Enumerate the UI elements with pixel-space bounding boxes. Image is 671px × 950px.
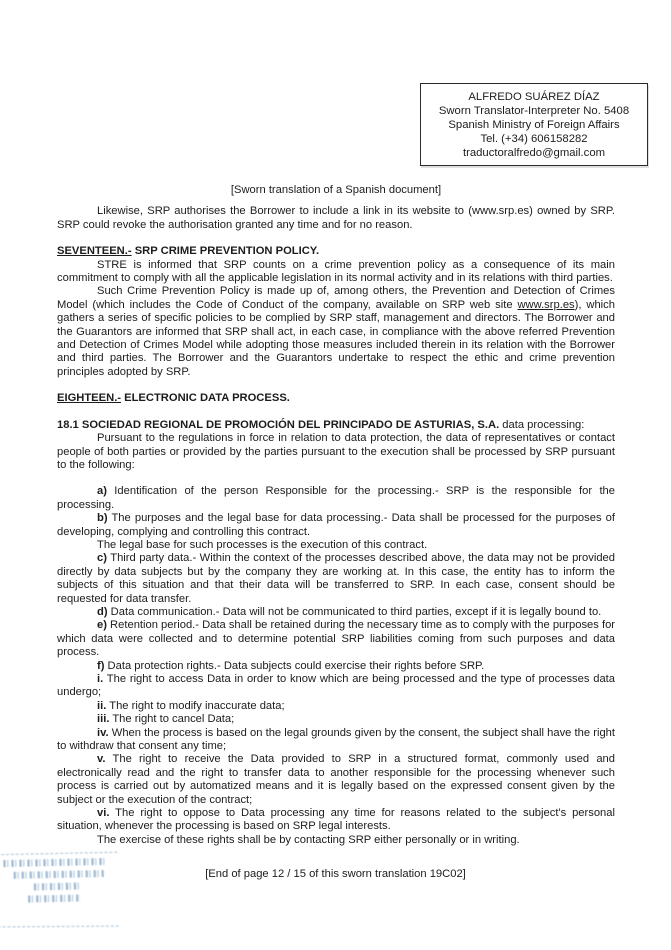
- text-segment: The purposes and the legal base for data processing.- Data shall be processed for the purposes of developing, complying and controlling this contract.: [57, 512, 615, 538]
- item-d-data-communication: [57, 606, 615, 619]
- text-segment: ), which gathers a series of specific policies to be complied by SRP staff, management and directors. The Borrower and the Guarantors are informed that SRP shall act, in each case, in compliance with the above referred Prevention and Detection of Crimes Model while adopting those measures included therein in its relation with the Borrower and third parties. The Borrower and the Guarantors undertake to respect the ethic and crime prevention principles adopted by SRP.: [57, 298, 615, 378]
- text-segment: Data communication.- Data will not be communicated to third parties, except if it is legally bound to.: [107, 605, 602, 618]
- text-segment: Retention period.- Data shall be retained during the necessary time as to comply with the purposes for which data were collected and to determine potential SRP liabilities coming from such purposes and data process.: [57, 619, 616, 659]
- text-segment: data processing:: [499, 418, 585, 431]
- text-segment: The right to access Data in order to know which are being processed and the type of processes data undergo;: [57, 673, 615, 699]
- text-segment: v.: [97, 753, 106, 766]
- text-segment: www.srp.es: [517, 298, 575, 311]
- translator-name: ALFREDO SUÁREZ DÍAZ: [468, 91, 600, 103]
- text-segment: Identification of the person Responsible for the processing.- SRP is the responsible for the processing.: [57, 485, 615, 511]
- text-segment: The right to receive the Data provided to SRP in a structured format, commonly used and electronically read and the right to transfer data to another responsible for the processing whenever such process is carried out by automatized means and it is legally based on the expressed consent given by the subject or the execution of the contract;: [57, 753, 615, 806]
- section-heading-seventeen: [57, 245, 615, 258]
- text-segment: 18.1 SOCIEDAD REGIONAL DE PROMOCIÓN DEL PRINCIPADO DE ASTURIAS, S.A.: [57, 418, 500, 431]
- translator-email: traductoralfredo@gmail.com: [462, 147, 606, 159]
- document-text: [57, 205, 615, 847]
- text-segment: Such Crime Prevention Policy is made up of, among others, the Prevention and Detection of Crimes Model (which includes the Code of Conduct of the company, available on SRP web site: [57, 285, 615, 311]
- text-segment: a): [97, 485, 107, 498]
- stamp-text-line: [34, 882, 80, 890]
- stamp-text-line: [28, 894, 80, 902]
- item-vi-right-oppose: [57, 807, 615, 834]
- paragraph-stre-informed: [57, 259, 615, 286]
- item-ii-right-modify: [57, 700, 615, 713]
- document-subtitle: [Sworn translation of a Spanish document]: [230, 184, 442, 196]
- item-b-purposes: [57, 512, 615, 539]
- text-segment: Pursuant to the regulations in force in relation to data protection, the data of representatives or contact people of both parties or provided by the parties pursuant to the execution shall be processed by SRP pursuant to the following:: [57, 432, 615, 471]
- text-segment: iv.: [97, 726, 109, 739]
- translator-credentials-box: [420, 83, 648, 166]
- text-segment: f): [97, 659, 105, 672]
- item-i-right-access: [57, 673, 615, 700]
- text-segment: Data protection rights.- Data subjects could exercise their rights before SRP.: [104, 659, 485, 672]
- section-heading-eighteen: [57, 392, 615, 405]
- text-segment: When the process is based on the legal grounds given by the consent, the subject shall have the right to withdraw that consent any time;: [57, 726, 615, 753]
- clause-18-1-heading: [57, 419, 615, 432]
- item-iii-right-cancel: [57, 713, 615, 726]
- text-segment: i.: [97, 673, 104, 685]
- text-segment: b): [97, 512, 108, 525]
- translator-title: Sworn Translator-Interpreter No. 5408: [438, 105, 630, 117]
- translator-phone: Tel. (+34) 606158282: [480, 133, 588, 145]
- text-segment: iii.: [97, 713, 110, 726]
- text-segment: The legal base for such processes is the execution of this contract.: [97, 538, 428, 551]
- text-segment: SRP CRIME PREVENTION POLICY.: [131, 245, 320, 258]
- paragraph-exercise-of-rights: [57, 834, 615, 847]
- text-segment: STRE is informed that SRP counts on a crime prevention policy as a consequence of its main commitment to comply with all the applicable legislation in its normal activity and in its relations with third parties.: [57, 258, 615, 285]
- item-c-third-party-data: [57, 552, 615, 606]
- item-f-data-protection-rights: [57, 660, 615, 673]
- stamp-text-line: [14, 870, 104, 879]
- paragraph-crime-prevention-policy: [57, 285, 615, 379]
- text-segment: The right to modify inaccurate data;: [106, 699, 285, 712]
- text-segment: ELECTRONIC DATA PROCESS.: [121, 392, 290, 405]
- text-segment: d): [97, 605, 108, 618]
- text-segment: EIGHTEEN.-: [57, 392, 122, 405]
- item-v-right-receive-data: [57, 753, 615, 807]
- text-segment: SEVENTEEN.-: [57, 245, 132, 258]
- item-e-retention-period: [57, 619, 615, 659]
- text-segment: Third party data.- Within the context of the processes described above, the data may not be provided directly by data subjects but by the company they are working at. In this case, the entity has to inform the subjects of this situation and that their data will be transferred to SRP. In each case, consent should be requested for data transfer.: [57, 552, 615, 605]
- text-segment: ii.: [97, 699, 107, 712]
- text-segment: c): [97, 552, 107, 565]
- translator-ministry: Spanish Ministry of Foreign Affairs: [448, 119, 620, 131]
- item-iv-withdraw-consent: [57, 727, 615, 754]
- paragraph-pursuant-regulations: [57, 432, 615, 472]
- stamp-text-line: [3, 858, 107, 867]
- paragraph-likewise: [57, 205, 615, 232]
- ink-stamp: [0, 850, 123, 931]
- text-segment: The exercise of these rights shall be by contacting SRP either personally or in writing.: [97, 833, 520, 846]
- text-segment: vi.: [97, 807, 110, 820]
- text-segment: Likewise, SRP authorises the Borrower to include a link in its website to (www.srp.es) owned by SRP. SRP could revoke the authorisation granted any time and for no reason.: [57, 205, 615, 231]
- text-segment: The right to oppose to Data processing any time for reasons related to the subject's personal situation, whenever the processing is based on SRP legal interests.: [57, 807, 615, 833]
- text-segment: The right to cancel Data;: [109, 713, 235, 726]
- paragraph-legal-base: [57, 539, 615, 552]
- text-segment: e): [97, 619, 107, 632]
- item-a-identification: [57, 485, 615, 512]
- page-footer: [End of page 12 / 15 of this sworn translation 19C02]: [205, 868, 466, 880]
